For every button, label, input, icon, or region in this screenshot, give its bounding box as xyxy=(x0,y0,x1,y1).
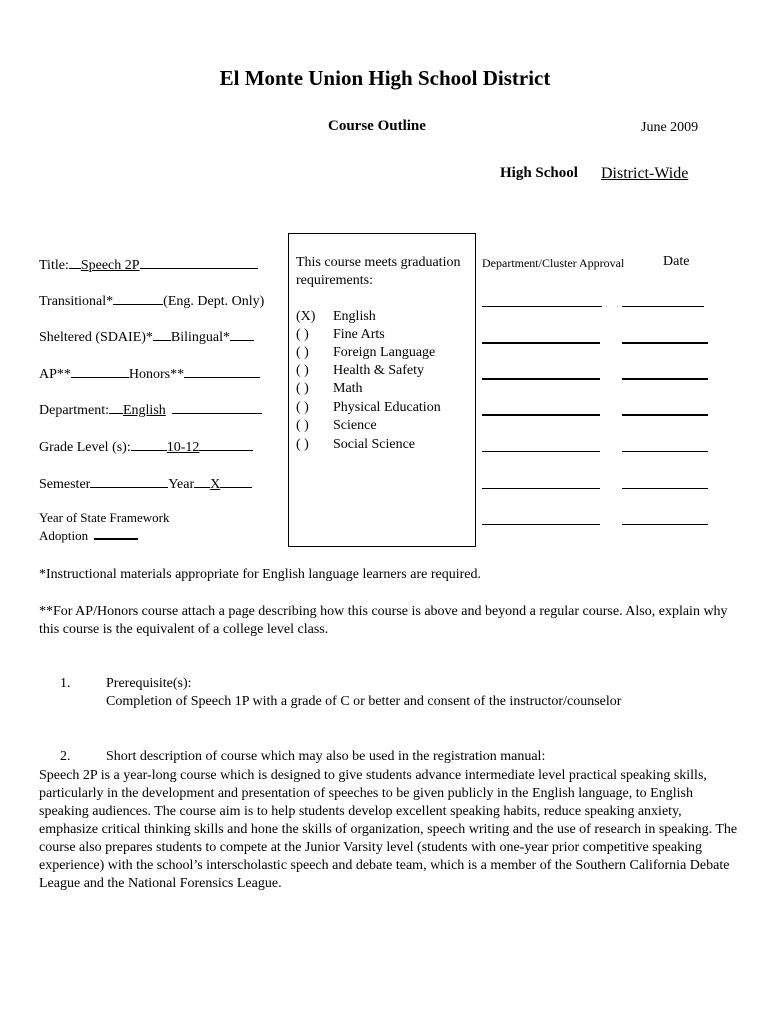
document-date: June 2009 xyxy=(641,120,699,135)
approval-date-line xyxy=(622,306,704,307)
grade-label: Grade Level (s): xyxy=(39,440,131,455)
framework-line2: Adoption xyxy=(39,528,89,543)
requirements-heading: This course meets graduation requirements: xyxy=(296,255,461,288)
transitional-note: (Eng. Dept. Only) xyxy=(163,294,265,309)
req-mark: (X) xyxy=(296,309,316,324)
title-field xyxy=(39,254,258,274)
prereq-text: Completion of Speech 1P with a grade of C or better and consent of the instructor/counselor xyxy=(106,694,622,709)
semester-year-field xyxy=(39,473,252,493)
req-mark: ( ) xyxy=(296,437,309,452)
req-mark: ( ) xyxy=(296,400,309,415)
semester-label: Semester xyxy=(39,477,91,492)
prereq-number: 1. xyxy=(60,676,71,691)
req-label: Foreign Language xyxy=(333,345,436,360)
approval-signature-line xyxy=(482,306,602,307)
framework-line1: Year of State Framework xyxy=(39,510,170,525)
req-item-foreign-language xyxy=(296,345,435,361)
honors-label: Honors** xyxy=(128,367,185,382)
framework-field xyxy=(39,509,169,544)
prereq-heading: Prerequisite(s): xyxy=(106,676,192,691)
grade-value: 10-12 xyxy=(166,440,200,455)
req-label: Social Science xyxy=(333,437,416,452)
approval-signature-line xyxy=(482,414,600,416)
transitional-field xyxy=(39,290,264,310)
req-label: Health & Safety xyxy=(333,363,424,378)
ap-honors-field xyxy=(39,363,260,383)
approval-date-line xyxy=(622,342,708,344)
req-item-health-safety xyxy=(296,363,424,379)
req-mark: ( ) xyxy=(296,327,309,342)
req-label: Science xyxy=(333,418,377,433)
year-value: X xyxy=(210,477,221,492)
req-mark: ( ) xyxy=(296,345,309,360)
description-text: Speech 2P is a year-long course which is designed to give students advance intermediate level practical speaking skills, particularly in the development and presentation of speeches to be given publicly in the English language, to English speaking audiences. The course aim is to help students develop excellent speaking habits, reduce speaking anxiety, emphasize critical thinking skills and hone the skills of organization, speech writing and the use of research in speaking. The course also prepares students to compete at the Junior Varsity level (students with one-year prior competitive speaking experience) with the school’s interscholastic speech and debate team, which is a member of the Southern California Debate League and the National Forensics League. xyxy=(39,768,738,891)
req-item-fine-arts xyxy=(296,327,385,343)
district-title: El Monte Union High School District xyxy=(219,66,551,90)
grade-field xyxy=(39,436,253,456)
sheltered-field xyxy=(39,326,254,346)
transitional-label: Transitional* xyxy=(39,294,114,309)
sheltered-label: Sheltered (SDAIE)* xyxy=(39,330,153,345)
bilingual-label: Bilingual* xyxy=(170,330,231,345)
title-label: Title: xyxy=(39,258,69,273)
req-mark: ( ) xyxy=(296,418,309,433)
req-item-physical-education xyxy=(296,400,441,416)
approval-date-heading: Date xyxy=(663,254,690,269)
req-item-social-science xyxy=(296,437,415,453)
req-label: Fine Arts xyxy=(333,327,385,342)
approval-heading: Department/Cluster Approval xyxy=(482,256,625,270)
department-label: Department: xyxy=(39,403,109,418)
approval-date-line xyxy=(622,378,708,380)
req-mark: ( ) xyxy=(296,381,309,396)
req-mark: ( ) xyxy=(296,363,309,378)
approval-signature-line xyxy=(482,451,600,452)
instructional-note: *Instructional materials appropriate for English language learners are required. xyxy=(39,567,481,582)
approval-date-line xyxy=(622,414,708,416)
department-value: English xyxy=(122,403,166,418)
school-label: High School xyxy=(500,165,578,181)
approval-date-line xyxy=(622,451,708,452)
req-label: English xyxy=(333,309,376,324)
approval-signature-line xyxy=(482,488,600,489)
description-number: 2. xyxy=(60,749,71,764)
ap-honors-note: **For AP/Honors course attach a page describing how this course is above and beyond a regular course. Also, explain why this course is the equivalent of a college level class. xyxy=(39,604,728,637)
req-label: Math xyxy=(333,381,363,396)
req-label: Physical Education xyxy=(333,400,441,415)
title-value: Speech 2P xyxy=(80,258,140,273)
department-field xyxy=(39,399,262,419)
req-item-science xyxy=(296,418,377,434)
approval-signature-line xyxy=(482,342,600,344)
ap-label: AP** xyxy=(39,367,71,382)
approval-date-line xyxy=(622,488,708,489)
document-title: Course Outline xyxy=(328,118,426,134)
approval-signature-line xyxy=(482,524,600,525)
approval-signature-line xyxy=(482,378,600,380)
school-value: District-Wide xyxy=(601,165,689,182)
description-heading: Short description of course which may also be used in the registration manual: xyxy=(106,749,546,764)
approval-date-line xyxy=(622,524,708,525)
req-item-english xyxy=(296,309,376,325)
year-label: Year xyxy=(168,477,195,492)
req-item-math xyxy=(296,381,363,397)
